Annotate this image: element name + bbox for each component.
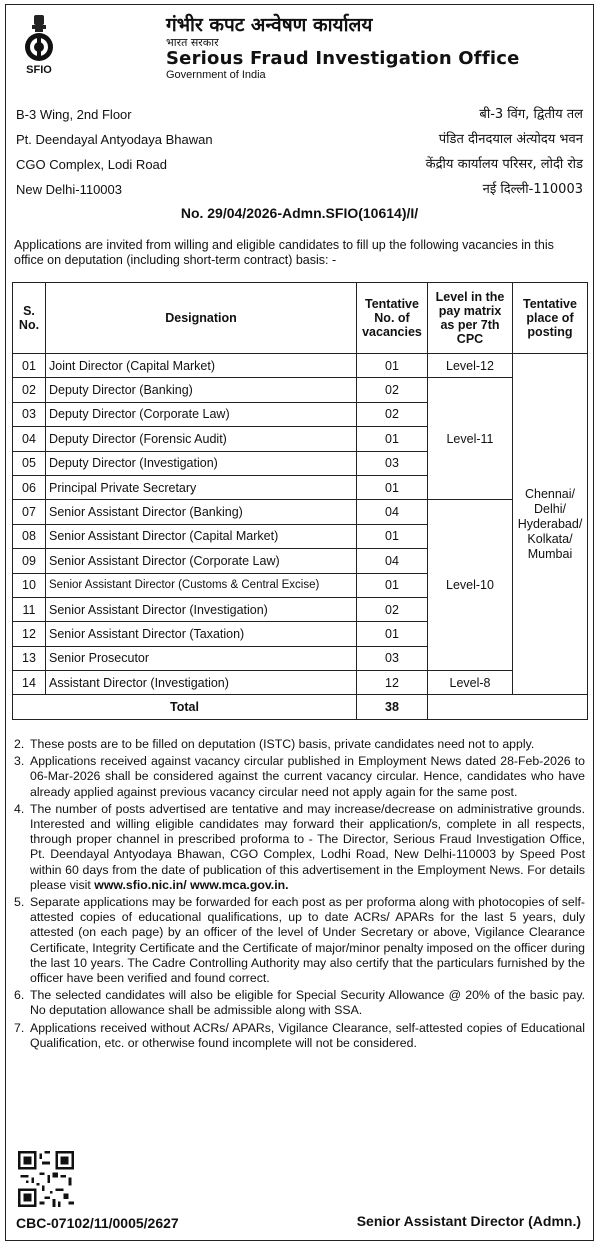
- row-vacancies: 01: [357, 354, 428, 378]
- note-number: 6.: [14, 988, 25, 1003]
- table-total-row: [13, 695, 588, 719]
- total-blank: [428, 695, 588, 719]
- row-vacancies: 01: [357, 622, 428, 646]
- table-row: [13, 378, 588, 402]
- note-item: [14, 895, 585, 986]
- address-hi-line: नई दिल्ली-110003: [482, 182, 583, 197]
- header-vacancies: Tentative No. of vacancies: [357, 283, 428, 354]
- address-hi-line: पंडित दीनदयाल अंत्योदय भवन: [438, 132, 583, 147]
- table-header-row: [13, 283, 588, 354]
- qr-code-icon[interactable]: [18, 1151, 74, 1207]
- row-sno: 01: [13, 354, 46, 378]
- address-en-line: CGO Complex, Lodi Road: [16, 157, 168, 172]
- address-hindi: [426, 102, 583, 202]
- note-item: [14, 802, 585, 893]
- row-designation: Deputy Director (Forensic Audit): [46, 427, 357, 451]
- vacancy-table: [12, 282, 588, 720]
- english-government-label: Government of India: [166, 69, 266, 81]
- row-vacancies: 02: [357, 378, 428, 402]
- row-designation: Senior Assistant Director (Investigation): [46, 597, 357, 621]
- header-level: Level in the pay matrix as per 7th CPC: [428, 283, 513, 354]
- logo-text: SFIO: [26, 64, 52, 76]
- intro-paragraph: Applications are invited from willing and eligible candidates to fill up the following vacancies in this office on deputation (including short-term contract) basis: -: [14, 238, 554, 267]
- note-number: 2.: [14, 737, 25, 751]
- address-hi-line: बी-3 विंग, द्वितीय तल: [479, 107, 583, 122]
- note-number: 5.: [14, 895, 25, 910]
- row-designation: Deputy Director (Banking): [46, 378, 357, 402]
- table-row: [13, 354, 588, 378]
- row-level: Level-8: [428, 671, 513, 695]
- row-designation: Principal Private Secretary: [46, 475, 357, 499]
- row-vacancies: 04: [357, 549, 428, 573]
- row-vacancies: 04: [357, 500, 428, 524]
- note-text: Separate applications may be forwarded for each post as per proforma along with photocopies of self-attested copies of educational qualifications, up to date ACRs/ APARs for the last 5 years, duly attested (on each page) by an officer of the level of Under Secretary or above, Vigilance Clearance Certificate, Integrity Certificate and the Certificate of major/minor penalty imposed on the officer during the last 10 years. The Cadre Controlling Authority may also certify that the particulars furnished by the officer have been verified and found correct.: [30, 895, 585, 986]
- row-sno: 09: [13, 549, 46, 573]
- row-vacancies: 01: [357, 524, 428, 548]
- row-sno: 10: [13, 573, 46, 597]
- header-sno: S. No.: [13, 283, 46, 354]
- row-sno: 04: [13, 427, 46, 451]
- row-sno: 05: [13, 451, 46, 475]
- table-row: [13, 671, 588, 695]
- notes-list: [14, 737, 585, 1053]
- note-text: Applications received without ACRs/ APARs, Vigilance Clearance, self-attested copies of Educational Qualification, etc. or otherwise found incomplete will not be considered.: [30, 1020, 585, 1050]
- address-en-line: B-3 Wing, 2nd Floor: [16, 107, 132, 122]
- note-text-with-link: [30, 802, 585, 893]
- note-number: 7.: [14, 1020, 25, 1035]
- total-value: 38: [357, 695, 428, 719]
- row-sno: 08: [13, 524, 46, 548]
- note-item: [14, 754, 585, 800]
- row-vacancies: 01: [357, 573, 428, 597]
- row-sno: 06: [13, 475, 46, 499]
- note-item: [14, 988, 585, 1018]
- row-sno: 12: [13, 622, 46, 646]
- row-designation: Senior Assistant Director (Corporate Law): [46, 549, 357, 573]
- row-level: Level-12: [428, 354, 513, 378]
- row-sno: 02: [13, 378, 46, 402]
- row-designation: Senior Assistant Director (Capital Market): [46, 524, 357, 548]
- row-designation: Senior Prosecutor: [46, 646, 357, 670]
- note-text: The number of posts advertised are tentative and may increase/decrease on administrative grounds. Interested and willing eligible candidates may forward their application/s, complete in all respects, through proper channel in prescribed proforma to - The Director, Serious Fraud Investigation Office, Pt. Deendayal Antyodaya Bhawan, CGO Complex, Lodhi Road, New Delhi-110003 by Speed Post within 60 days from the date of publication of this advertisement in the Employment News. For details please visit: [30, 801, 585, 892]
- row-designation: Senior Assistant Director (Customs & Central Excise): [46, 573, 357, 597]
- row-sno: 11: [13, 597, 46, 621]
- row-designation: Deputy Director (Investigation): [46, 451, 357, 475]
- hindi-government-label: भारत सरकार: [166, 36, 219, 49]
- note-text: These posts are to be filled on deputation (ISTC) basis, private candidates need not to apply.: [30, 737, 535, 751]
- row-sno: 13: [13, 646, 46, 670]
- row-vacancies: 12: [357, 671, 428, 695]
- row-level: Level-10: [428, 500, 513, 671]
- row-vacancies: 03: [357, 646, 428, 670]
- row-vacancies: 01: [357, 427, 428, 451]
- note-number: 3.: [14, 754, 25, 769]
- row-vacancies: 02: [357, 597, 428, 621]
- address-english: [16, 102, 213, 202]
- note-item: [14, 737, 585, 752]
- row-designation: Senior Assistant Director (Banking): [46, 500, 357, 524]
- website-link[interactable]: www.sfio.nic.in/ www.mca.gov.in.: [94, 877, 289, 892]
- header-designation: Designation: [46, 283, 357, 354]
- row-sno: 14: [13, 671, 46, 695]
- row-designation: Assistant Director (Investigation): [46, 671, 357, 695]
- advertisement-page: [5, 4, 594, 1241]
- header-place: Tentative place of posting: [513, 283, 588, 354]
- note-item: [14, 1021, 585, 1051]
- row-level: Level-11: [428, 378, 513, 500]
- note-text: Applications received against vacancy circular published in Employment News dated 28-Feb-2026 to 06-Mar-2026 shall be considered against the current vacancy circular. Hence, candidates who have already applied against previous vacancy circular need not apply again for the same post.: [30, 754, 585, 799]
- hindi-office-title: गंभीर कपट अन्वेषण कार्यालय: [166, 14, 373, 36]
- row-vacancies: 02: [357, 402, 428, 426]
- posting-place: Chennai/ Delhi/ Hyderabad/ Kolkata/ Mumbai: [513, 354, 588, 695]
- table-row: [13, 500, 588, 524]
- row-vacancies: 03: [357, 451, 428, 475]
- row-designation: Joint Director (Capital Market): [46, 354, 357, 378]
- row-vacancies: 01: [357, 475, 428, 499]
- row-designation: Deputy Director (Corporate Law): [46, 402, 357, 426]
- total-label: Total: [13, 695, 357, 719]
- row-designation: Senior Assistant Director (Taxation): [46, 622, 357, 646]
- english-office-title: Serious Fraud Investigation Office: [166, 48, 520, 69]
- cbc-number: CBC-07102/11/0005/2627: [16, 1215, 179, 1231]
- address-en-line: Pt. Deendayal Antyodaya Bhawan: [16, 132, 213, 147]
- note-number: 4.: [14, 801, 25, 816]
- address-en-line: New Delhi-110003: [16, 182, 122, 197]
- signatory: Senior Assistant Director (Admn.): [356, 1213, 581, 1229]
- row-sno: 03: [13, 402, 46, 426]
- reference-number: No. 29/04/2026-Admn.SFIO(10614)/I/: [180, 205, 419, 221]
- row-sno: 07: [13, 500, 46, 524]
- sfio-emblem-logo: [16, 13, 62, 77]
- note-text: The selected candidates will also be eligible for Special Security Allowance @ 20% of the basic pay. No deputation allowance shall be admissible along with SSA.: [30, 988, 585, 1018]
- address-hi-line: केंद्रीय कार्यालय परिसर, लोदी रोड: [425, 157, 583, 172]
